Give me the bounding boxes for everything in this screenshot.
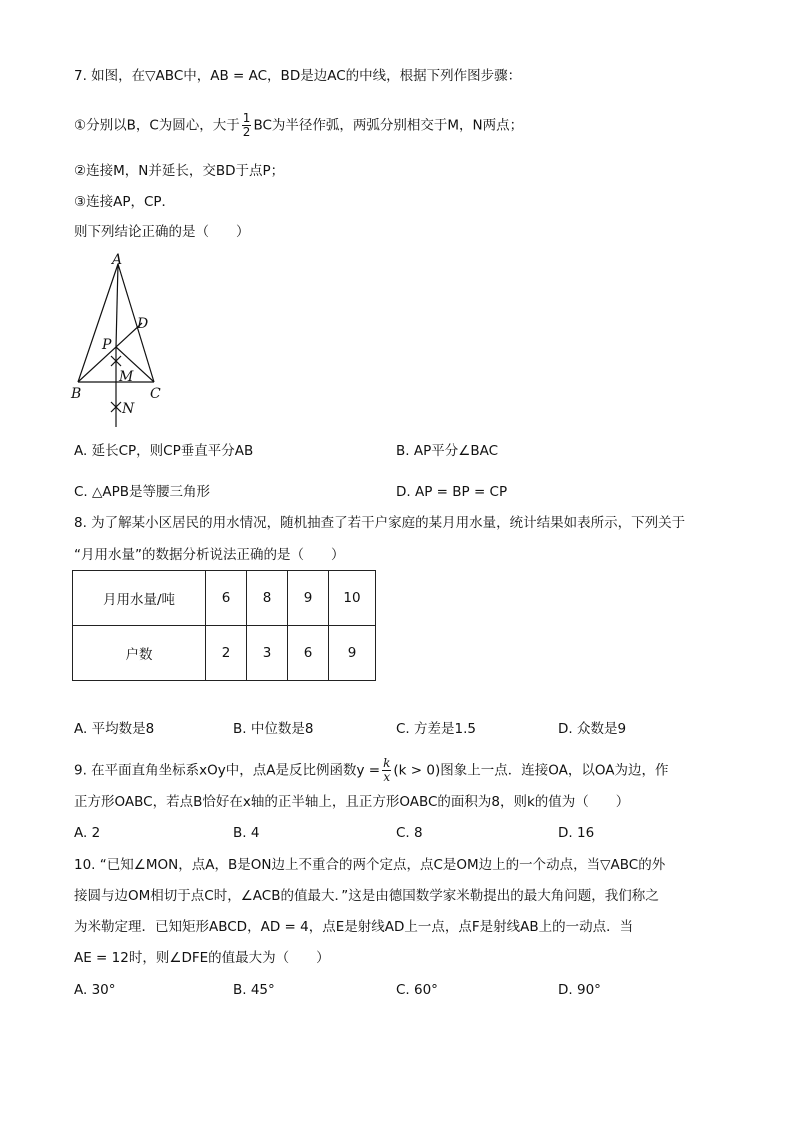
q7-step2: ②连接M，N并延长，交BD于点P； xyxy=(74,163,285,179)
q7-option-c: C. △APB是等腰三角形 xyxy=(74,484,211,500)
table-row xyxy=(73,626,376,681)
q8-option-d: D. 众数是9 xyxy=(558,721,627,737)
label-b: B xyxy=(71,386,82,402)
q10-line1: 10. “已知∠MON，点A，B是ON边上不重合的两个定点，点C是OM边上的一个动点，当▽ABC的外 xyxy=(74,857,666,873)
q9-option-a: A. 2 xyxy=(74,825,101,841)
q7-step1-fraction xyxy=(242,112,252,139)
q7-stem: 7. 如图，在▽ABC中，AB = AC，BD是边AC的中线，根据下列作图步骤： xyxy=(74,68,522,84)
q9-stem-line1 xyxy=(74,757,668,784)
q10-line2: 接圆与边OM相切于点C时，∠ACB的值最大．”这是由德国数学家米勒提出的最大角问题，我们称之 xyxy=(74,888,659,904)
q7-option-d: D. AP = BP = CP xyxy=(396,484,508,500)
q9-option-b: B. 4 xyxy=(233,825,260,841)
label-c: C xyxy=(150,386,161,402)
q9-frac-denominator: x xyxy=(383,770,391,784)
q8-water-table xyxy=(72,570,376,681)
q10-option-b: B. 45° xyxy=(233,982,275,998)
table-cell: 9 xyxy=(288,571,329,626)
q7-option-b: B. AP平分∠BAC xyxy=(396,443,499,459)
q8-stem-line2: “月用水量”的数据分析说法正确的是（ ） xyxy=(74,547,345,563)
q7-step1 xyxy=(74,112,523,139)
q7-frac-denominator: 2 xyxy=(242,125,251,139)
q10-option-c: C. 60° xyxy=(396,982,438,998)
q10-line3: 为米勒定理．已知矩形ABCD，AD = 4，点E是射线AD上一点，点F是射线AB上的一动点．当 xyxy=(74,919,634,935)
q9-option-d: D. 16 xyxy=(558,825,595,841)
q7-step1-text-b: BC为半径作弧，两弧分别相交于M，N两点； xyxy=(253,117,524,134)
q10-option-d: D. 90° xyxy=(558,982,601,998)
q7-step3: ③连接AP，CP． xyxy=(74,194,176,210)
segment-ac xyxy=(118,264,154,382)
q7-question: 则下列结论正确的是（ ） xyxy=(74,224,250,240)
q10-line4: AE = 12时，则∠DFE的值最大为（ ） xyxy=(74,950,330,966)
label-d: D xyxy=(137,316,149,332)
label-n: N xyxy=(122,401,135,417)
label-m: M xyxy=(119,369,134,385)
table-cell: 8 xyxy=(247,571,288,626)
q7-option-a: A. 延长CP，则CP垂直平分AB xyxy=(74,443,254,459)
q9-text-a: 9. 在平面直角坐标系xOy中，点A是反比例函数y = xyxy=(74,762,381,779)
table-cell: 10 xyxy=(329,571,376,626)
q8-option-c: C. 方差是1.5 xyxy=(396,721,476,737)
q9-frac-numerator: k xyxy=(383,756,391,770)
q8-stem-line1: 8. 为了解某小区居民的用水情况，随机抽查了若干户家庭的某月用水量，统计结果如表所示，下列关于 xyxy=(74,515,686,531)
label-a: A xyxy=(112,252,123,268)
table-header-households: 户数 xyxy=(73,626,206,681)
q8-option-b: B. 中位数是8 xyxy=(233,721,314,737)
q9-option-c: C. 8 xyxy=(396,825,423,841)
q8-option-a: A. 平均数是8 xyxy=(74,721,155,737)
table-row xyxy=(73,571,376,626)
q10-option-a: A. 30° xyxy=(74,982,116,998)
label-p: P xyxy=(102,337,112,353)
table-cell: 3 xyxy=(247,626,288,681)
table-cell: 6 xyxy=(206,571,247,626)
table-header-water: 月用水量/吨 xyxy=(73,571,206,626)
q9-fraction xyxy=(382,757,391,784)
table-cell: 9 xyxy=(329,626,376,681)
q7-triangle-figure xyxy=(66,252,176,434)
q9-stem-line2: 正方形OABC，若点B恰好在x轴的正半轴上，且正方形OABC的面积为8，则k的值为（ ） xyxy=(74,794,630,810)
q9-text-b: (k > 0)图象上一点．连接OA，以OA为边，作 xyxy=(393,762,669,779)
q7-frac-numerator: 1 xyxy=(242,111,251,125)
table-cell: 6 xyxy=(288,626,329,681)
segment-ap xyxy=(116,264,118,347)
q7-step1-text-a: ①分别以B，C为圆心，大于 xyxy=(74,117,240,134)
table-cell: 2 xyxy=(206,626,247,681)
